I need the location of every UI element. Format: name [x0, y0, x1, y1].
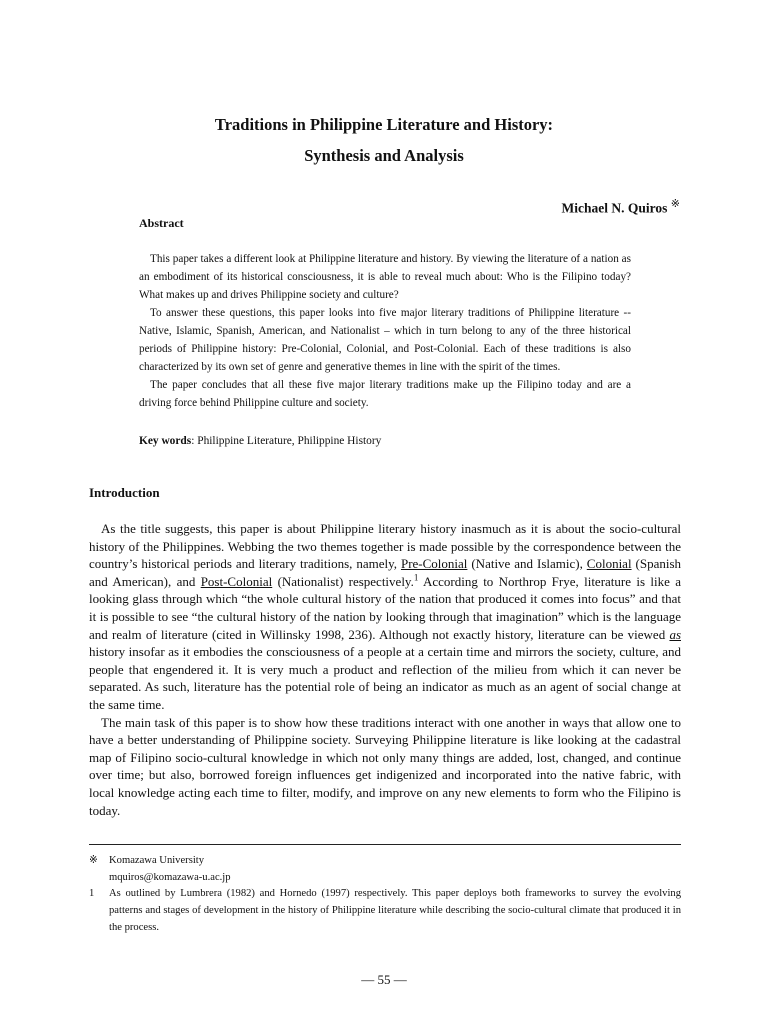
- text-run: history insofar as it embodies the consciousness of a people at a certain time and mirrors the society, culture, and people that engendered it. It is very much a product and reflection of the milieu from which it can never be separated. As such, literature has the potential role of being an indicator as much as an agent of social change at the same time.: [89, 644, 681, 712]
- keywords: [139, 435, 381, 447]
- author-name: [562, 197, 680, 217]
- footnote-ref-1: 1: [413, 572, 419, 583]
- author-name-text: Michael N. Quiros: [561, 200, 668, 216]
- author-affiliation: Komazawa University: [109, 855, 205, 866]
- text-run: As the title suggests, this paper is about Philippine literary history inasmuch as it is about the socio-cultural history of the Philippines. Webbing the two themes together is made possible by the correspondence between the country’s historical periods and literary traditions, namely,: [89, 521, 681, 572]
- introduction-paragraph-2: The main task of this paper is to show how these traditions interact with one another in ways that allow one to have a better understanding of Philippine society. Surveying Philippine literature is like looking at the cadastral map of Filipino socio-cultural knowledge in which not only many things are added, lost, changed, and continue over time; but also, borrowed foreign influences get indigenized and incorporated into the native fabric, with local knowledge acting each time to filter, modify, and improve on any new elements to form who the Filipino is today.: [89, 714, 681, 818]
- page-number: — 55 —: [361, 972, 407, 987]
- post-colonial-term: Post-Colonial: [200, 573, 273, 589]
- paper-title-line1: Traditions in Philippine Literature and History:: [214, 115, 554, 134]
- footnote-mark: ※: [89, 855, 98, 866]
- introduction-paragraph-1: [89, 520, 681, 714]
- abstract-paragraph: This paper takes a different look at Philippine literature and history. By viewing the literature of a nation as an embodiment of its historical consciousness, it is able to reveal much about: Who is the Filipino today? What makes up and drives Philippine society and culture?: [139, 253, 631, 301]
- abstract-heading: Abstract: [139, 216, 184, 230]
- text-run: According to Northrop Frye, literature is like a looking glass through which “the whole cultural history of the nation that produced it comes into focus” and that it is possible to see “the cultural history of the nation by looking through that imagination” which is the language and realm of literature (cited in Willinsky 1998, 236). Although not exactly history, literature can be viewed: [89, 573, 681, 642]
- emphasis-as: as: [669, 626, 681, 642]
- footnote-1-text: As outlined by Lumbrera (1982) and Hornedo (1997) respectively. This paper deploys both frameworks to survey the evolving patterns and stages of development in the history of Philippine literature while describing the socio-cultural climate that produced it in the process.: [109, 888, 681, 933]
- text-run: (Nationalist) respectively.: [272, 573, 414, 589]
- introduction-body: [89, 520, 681, 819]
- colonial-term: Colonial: [586, 556, 632, 572]
- paper-title-line2: Synthesis and Analysis: [304, 146, 464, 165]
- author-footnote-mark: ※: [670, 198, 680, 210]
- author-email: mquiros@komazawa-u.ac.jp: [109, 872, 231, 883]
- text-run: (Native and Islamic),: [467, 556, 587, 572]
- keywords-text: : Philippine Literature, Philippine History: [191, 435, 382, 447]
- footnote-author: [89, 852, 681, 886]
- footnote-1: [89, 885, 681, 936]
- footnote-divider: [89, 844, 681, 845]
- keywords-label: Key words: [139, 435, 192, 447]
- abstract-paragraph: The paper concludes that all these five major literary traditions make up the Filipino today and are a driving force behind Philippine culture and society.: [139, 379, 631, 409]
- introduction-heading: Introduction: [89, 485, 160, 500]
- abstract-body: [139, 250, 631, 412]
- abstract-paragraph: To answer these questions, this paper looks into five major literary traditions of Philippine literature -- Native, Islamic, Spanish, American, and Nationalist – which in turn belong to any of the three historical periods of Philippine history: Pre-Colonial, Colonial, and Post-Colonial. Each of these traditions is also characterized by its own set of genre and generative themes in line with the spirit of the times.: [139, 307, 631, 373]
- pre-colonial-term: Pre-Colonial: [400, 556, 468, 572]
- footnote-mark: 1: [89, 888, 95, 899]
- text-run: (Spanish and American), and: [89, 556, 682, 589]
